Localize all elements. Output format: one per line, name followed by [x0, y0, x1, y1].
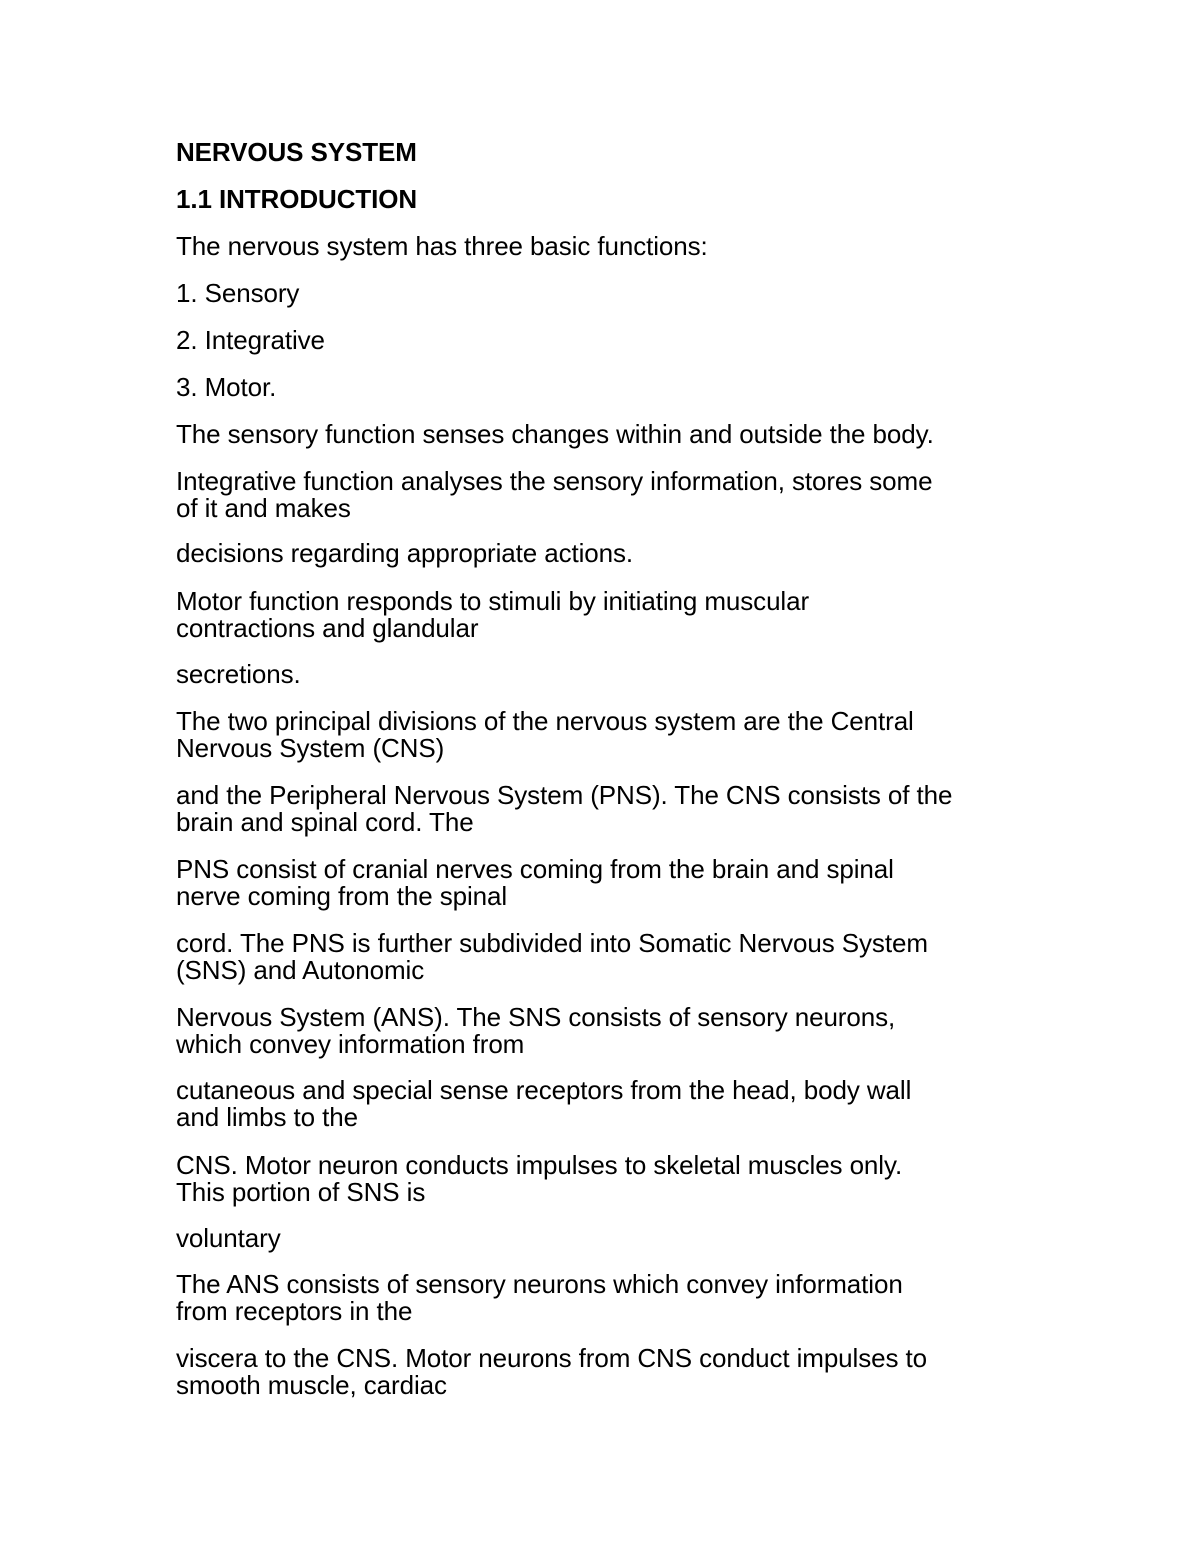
list-item: 1. Sensory	[176, 278, 300, 308]
paragraph-line: CNS. Motor neuron conducts impulses to skeletal muscles only.	[176, 1150, 903, 1180]
list-item: 3. Motor.	[176, 372, 277, 402]
paragraph-line: The nervous system has three basic functions:	[176, 231, 708, 261]
paragraph-line: Integrative function analyses the sensory information, stores some	[176, 466, 933, 496]
paragraph-line: which convey information from	[176, 1029, 525, 1059]
paragraph-line: (SNS) and Autonomic	[176, 955, 425, 985]
paragraph-line: The sensory function senses changes within and outside the body.	[176, 419, 934, 449]
document-title: NERVOUS SYSTEM	[176, 137, 417, 167]
paragraph-line: brain and spinal cord. The	[176, 807, 474, 837]
paragraph-line: Nervous System (ANS). The SNS consists of sensory neurons,	[176, 1002, 896, 1032]
paragraph-line: PNS consist of cranial nerves coming from the brain and spinal	[176, 854, 894, 884]
paragraph-line: and the Peripheral Nervous System (PNS). The CNS consists of the	[176, 780, 953, 810]
paragraph-line: of it and makes	[176, 493, 351, 523]
paragraph-line: Motor function responds to stimuli by initiating muscular	[176, 586, 810, 616]
paragraph-line: contractions and glandular	[176, 613, 479, 643]
paragraph-line: smooth muscle, cardiac	[176, 1370, 447, 1400]
paragraph-line: viscera to the CNS. Motor neurons from CNS conduct impulses to	[176, 1343, 927, 1373]
paragraph-line: cutaneous and special sense receptors from the head, body wall	[176, 1075, 912, 1105]
paragraph-line: secretions.	[176, 659, 301, 689]
paragraph-line: and limbs to the	[176, 1102, 358, 1132]
paragraph-line: voluntary	[176, 1223, 281, 1253]
paragraph-line: This portion of SNS is	[176, 1177, 426, 1207]
paragraph-line: nerve coming from the spinal	[176, 881, 508, 911]
paragraph-line: Nervous System (CNS)	[176, 733, 445, 763]
paragraph-line: decisions regarding appropriate actions.	[176, 538, 634, 568]
paragraph-line: cord. The PNS is further subdivided into Somatic Nervous System	[176, 928, 928, 958]
paragraph-line: from receptors in the	[176, 1296, 413, 1326]
paragraph-line: The ANS consists of sensory neurons which convey information	[176, 1269, 903, 1299]
section-heading: 1.1 INTRODUCTION	[176, 184, 418, 214]
list-item: 2. Integrative	[176, 325, 325, 355]
paragraph-line: The two principal divisions of the nervous system are the Central	[176, 706, 914, 736]
